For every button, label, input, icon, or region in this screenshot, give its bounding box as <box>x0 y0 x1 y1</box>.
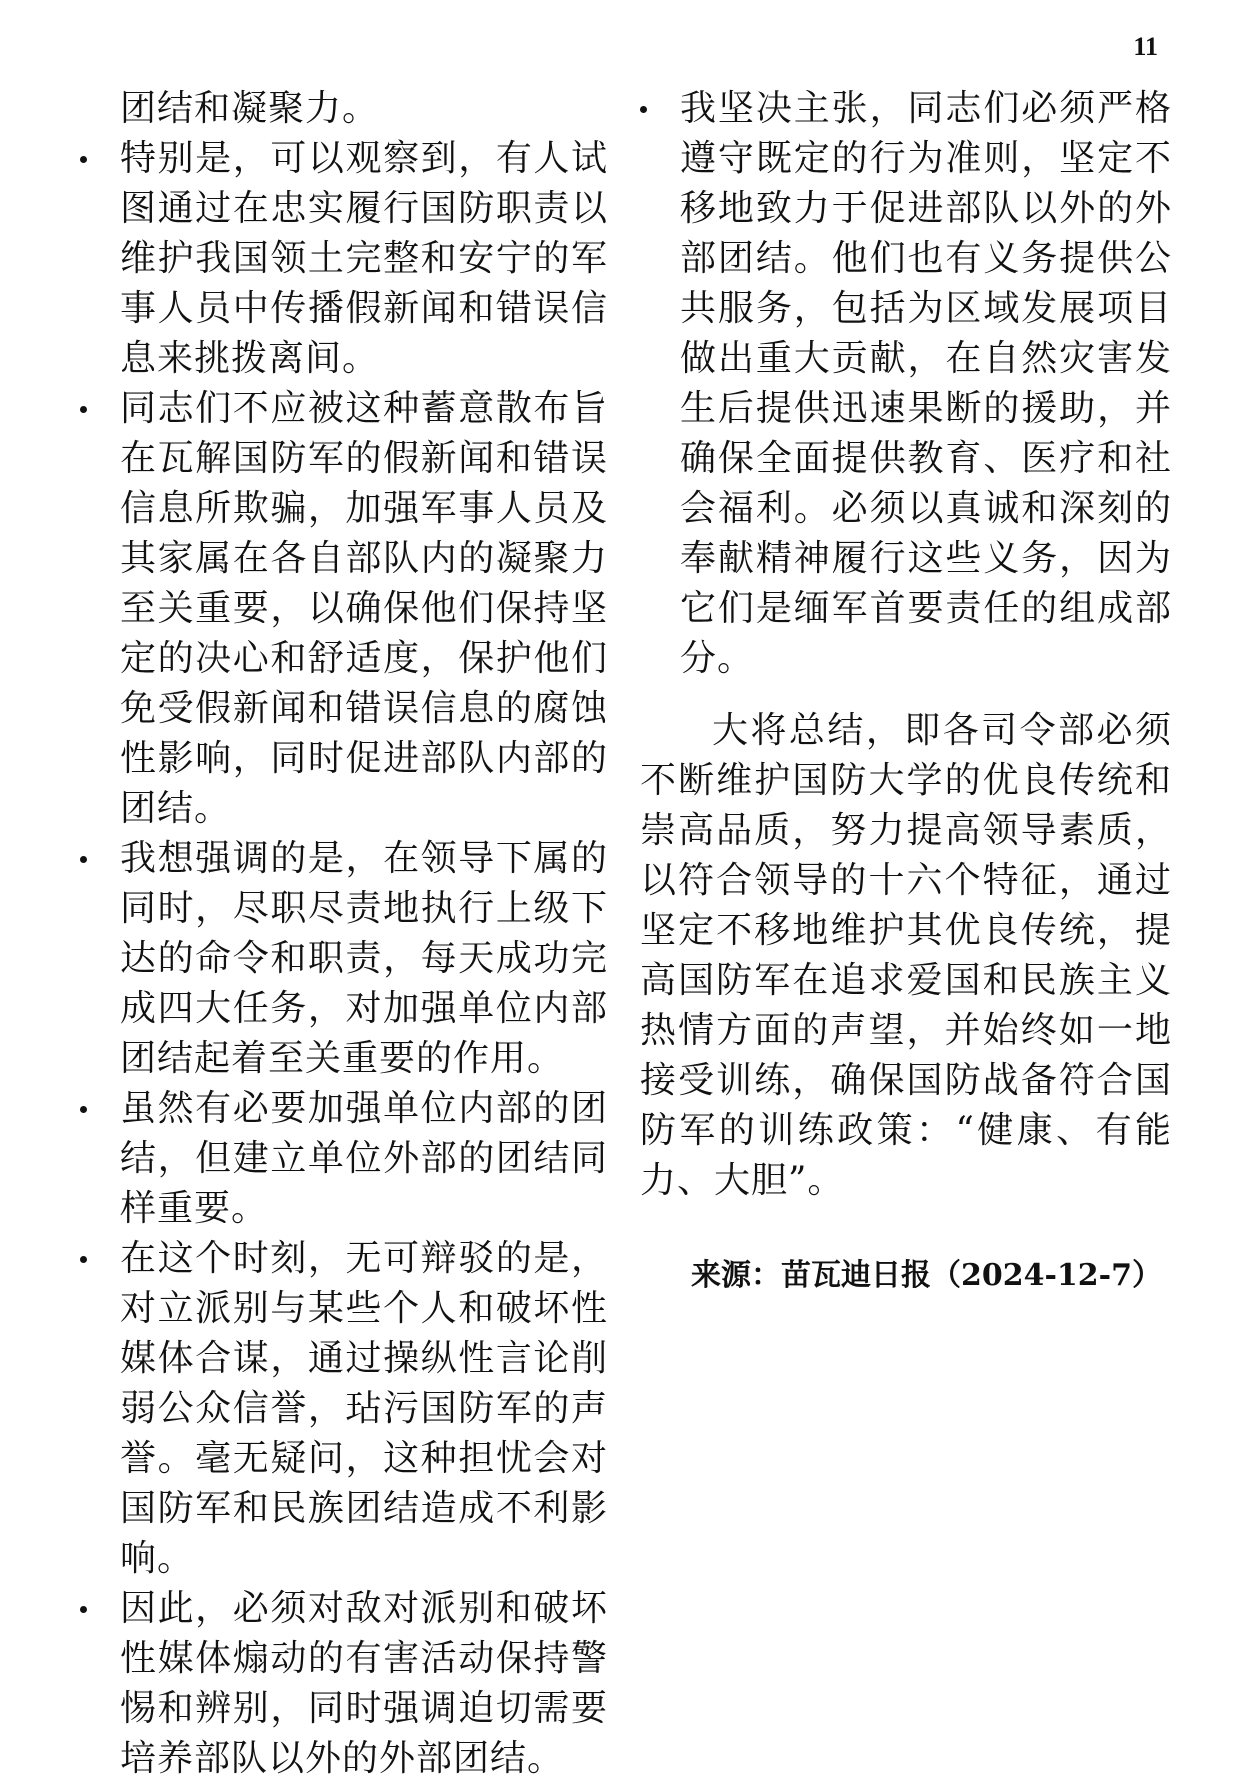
list-item-text: 同志们不应被这种蓄意散布旨在瓦解国防军的假新闻和错误信息所欺骗，加强军事人员及其家属在各自部队内的凝聚力至关重要，以确保他们保持坚定的决心和舒适度，保护他们免受假新闻和错误信息的腐蚀性影响，同时促进部队内部的团结。 <box>120 388 608 829</box>
page-number: 11 <box>1133 32 1158 61</box>
left-bullet-list <box>80 134 608 1784</box>
list-item-text: 在这个时刻，无可辩驳的是，对立派别与某些个人和破坏性媒体合谋，通过操纵性言论削弱公众信誉，玷污国防军的声誉。毫无疑问，这种担忧会对国防军和民族团结造成不利影响。 <box>120 1238 608 1579</box>
list-item-text: 因此，必须对敌对派别和破坏性媒体煽动的有害活动保持警惕和辨别，同时强调迫切需要培养部队以外的外部团结。 <box>120 1588 608 1779</box>
bullet-icon <box>80 1106 87 1113</box>
bullet-icon <box>80 856 87 863</box>
bullet-icon <box>640 106 647 113</box>
left-column <box>80 84 608 1784</box>
list-item-text: 我想强调的是，在领导下属的同时，尽职尽责地执行上级下达的命令和职责，每天成功完成四大任务，对加强单位内部团结起着至关重要的作用。 <box>120 838 608 1079</box>
bullet-icon <box>80 406 87 413</box>
list-item <box>80 1234 608 1584</box>
continuation-text: 团结和凝聚力。 <box>120 88 380 129</box>
list-item <box>80 1084 608 1234</box>
right-column <box>640 84 1172 1296</box>
list-item-text: 我坚决主张，同志们必须严格遵守既定的行为准则，坚定不移地致力于促进部队以外的外部团结。他们也有义务提供公共服务，包括为区域发展项目做出重大贡献，在自然灾害发生后提供迅速果断的援助，并确保全面提供教育、医疗和社会福利。必须以真诚和深刻的奉献精神履行这些义务，因为它们是缅军首要责任的组成部分。 <box>680 88 1172 679</box>
bullet-icon <box>80 1256 87 1263</box>
list-item <box>80 134 608 384</box>
bullet-icon <box>80 156 87 163</box>
summary-paragraph: 大将总结，即各司令部必须不断维护国防大学的优良传统和崇高品质，努力提高领导素质，以符合领导的十六个特征，通过坚定不移地维护其优良传统，提高国防军在追求爱国和民族主义热情方面的声望，并始终如一地接受训练，确保国防战备符合国防军的训练政策：“健康、有能力、大胆”。 <box>640 710 1172 1201</box>
list-item <box>80 384 608 834</box>
list-item <box>80 1584 608 1784</box>
list-item-text: 特别是，可以观察到，有人试图通过在忠实履行国防职责以维护我国领土完整和安宁的军事人员中传播假新闻和错误信息来挑拨离间。 <box>120 138 608 379</box>
source-citation: 来源：苗瓦迪日报（2024-12-7） <box>690 1258 1162 1293</box>
list-item-text: 虽然有必要加强单位内部的团结，但建立单位外部的团结同样重要。 <box>120 1088 608 1229</box>
list-item <box>80 834 608 1084</box>
bullet-icon <box>80 1606 87 1613</box>
right-bullet-list <box>640 84 1172 684</box>
list-item <box>640 84 1172 684</box>
